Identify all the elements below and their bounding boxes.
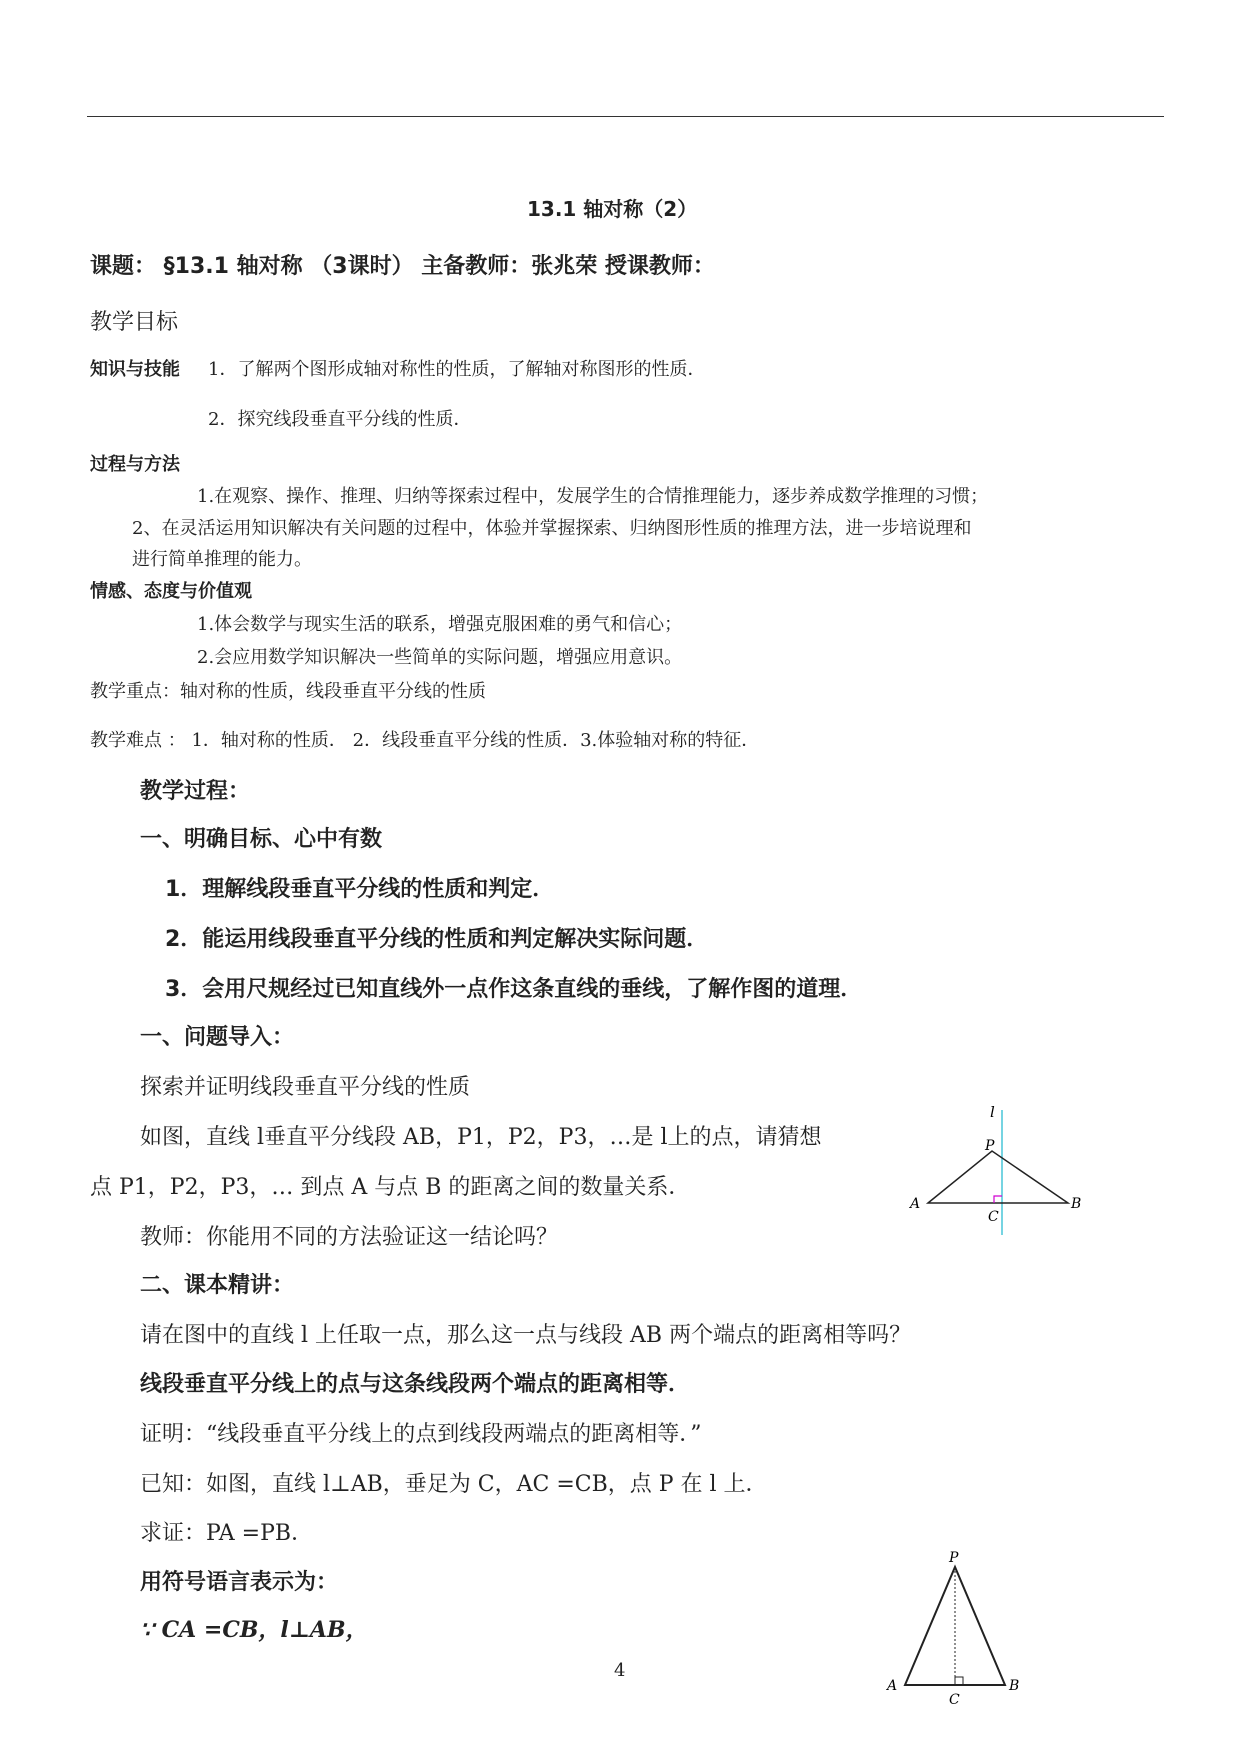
intro-text-3: 教师：你能用不同的方法验证这一结论吗？ xyxy=(140,1225,559,1250)
knowledge-item-2: 2．探究线段垂直平分线的性质． xyxy=(208,409,472,430)
point-b-label: B xyxy=(1009,1678,1020,1694)
line-label: l xyxy=(990,1105,995,1121)
intro-text-2a: 如图，直线 l垂直平分线段 AB，P1，P2，P3，…是 l上的点，请猜想 xyxy=(140,1125,822,1150)
emotion-item-1: 1.体会数学与现实生活的联系，增强克服困难的勇气和信心； xyxy=(197,614,683,635)
perpendicular-bisector-figure xyxy=(900,1105,1100,1240)
objectives-heading: 教学目标 xyxy=(90,310,179,335)
page-number: 4 xyxy=(614,1660,626,1681)
point-c-label: C xyxy=(988,1209,999,1225)
theorem: 线段垂直平分线上的点与这条线段两个端点的距离相等． xyxy=(140,1372,691,1397)
difficulties: 教学难点 ： 1．轴对称的性质． 2．线段垂直平分线的性质．3.体验轴对称的特征． xyxy=(90,730,760,751)
goal-3: 3．会用尺规经过已知直线外一点作这条直线的垂线，了解作图的道理． xyxy=(165,977,863,1002)
right-angle-mark xyxy=(955,1677,963,1685)
process-item-2b: 进行简单推理的能力。 xyxy=(132,549,312,570)
section1-heading: 一、明确目标、心中有数 xyxy=(140,827,383,852)
lesson-header: 课题： §13.1 轴对称 （3课时） 主备教师：张兆荣 授课教师： xyxy=(90,254,715,279)
isosceles-triangle-figure xyxy=(875,1550,1035,1710)
point-a-label: A xyxy=(887,1678,898,1694)
proof-given: 已知：如图，直线 l⊥AB，垂足为 C，AC =CB，点 P 在 l 上． xyxy=(140,1472,768,1497)
symbol-line-1: ∵ CA =CB，l⊥AB， xyxy=(140,1617,368,1643)
proof-prove: 求证：PA =PB． xyxy=(140,1521,314,1546)
intro-text-1: 探索并证明线段垂直平分线的性质 xyxy=(140,1075,471,1100)
goal-1: 1．理解线段垂直平分线的性质和判定． xyxy=(165,877,555,902)
key-points: 教学重点：轴对称的性质，线段垂直平分线的性质 xyxy=(90,681,486,702)
point-p-label: P xyxy=(985,1138,995,1154)
knowledge-label: 知识与技能 xyxy=(90,359,180,380)
point-c-label: C xyxy=(949,1692,960,1708)
page-title: 13.1 轴对称（2） xyxy=(527,197,698,221)
knowledge-item-1: 1．了解两个图形成轴对称性的性质，了解轴对称图形的性质． xyxy=(208,359,706,380)
point-b-label: B xyxy=(1071,1196,1082,1212)
proof-statement: 证明：“线段垂直平分线上的点到线段两端点的距离相等．” xyxy=(140,1422,702,1447)
section2-heading: 二、课本精讲： xyxy=(140,1273,295,1298)
intro-heading: 一、问题导入： xyxy=(140,1025,295,1050)
header-rule xyxy=(87,116,1164,117)
process-item-2a: 2、在灵活运用知识解决有关问题的过程中，体验并掌握探索、归纳图形性质的推理方法，进一步培说理和 xyxy=(132,518,972,539)
point-a-label: A xyxy=(910,1196,921,1212)
point-p-label: P xyxy=(949,1550,959,1566)
emotion-item-2: 2.会应用数学知识解决一些简单的实际问题，增强应用意识。 xyxy=(197,647,683,668)
emotion-label: 情感、态度与价值观 xyxy=(90,581,252,602)
goal-2: 2．能运用线段垂直平分线的性质和判定解决实际问题． xyxy=(165,927,709,952)
process-heading: 教学过程： xyxy=(140,779,251,804)
intro-text-2b: 点 P1，P2，P3，… 到点 A 与点 B 的距离之间的数量关系． xyxy=(90,1175,691,1200)
textbook-text-1: 请在图中的直线 l 上任取一点，那么这一点与线段 AB 两个端点的距离相等吗？ xyxy=(140,1323,912,1348)
right-angle-mark xyxy=(994,1196,1002,1203)
symbol-heading: 用符号语言表示为： xyxy=(140,1570,339,1595)
process-label: 过程与方法 xyxy=(90,454,180,475)
triangle-pab xyxy=(928,1151,1068,1203)
process-item-1: 1.在观察、操作、推理、归纳等探索过程中，发展学生的合情推理能力，逐步养成数学推理的习惯； xyxy=(197,486,989,507)
